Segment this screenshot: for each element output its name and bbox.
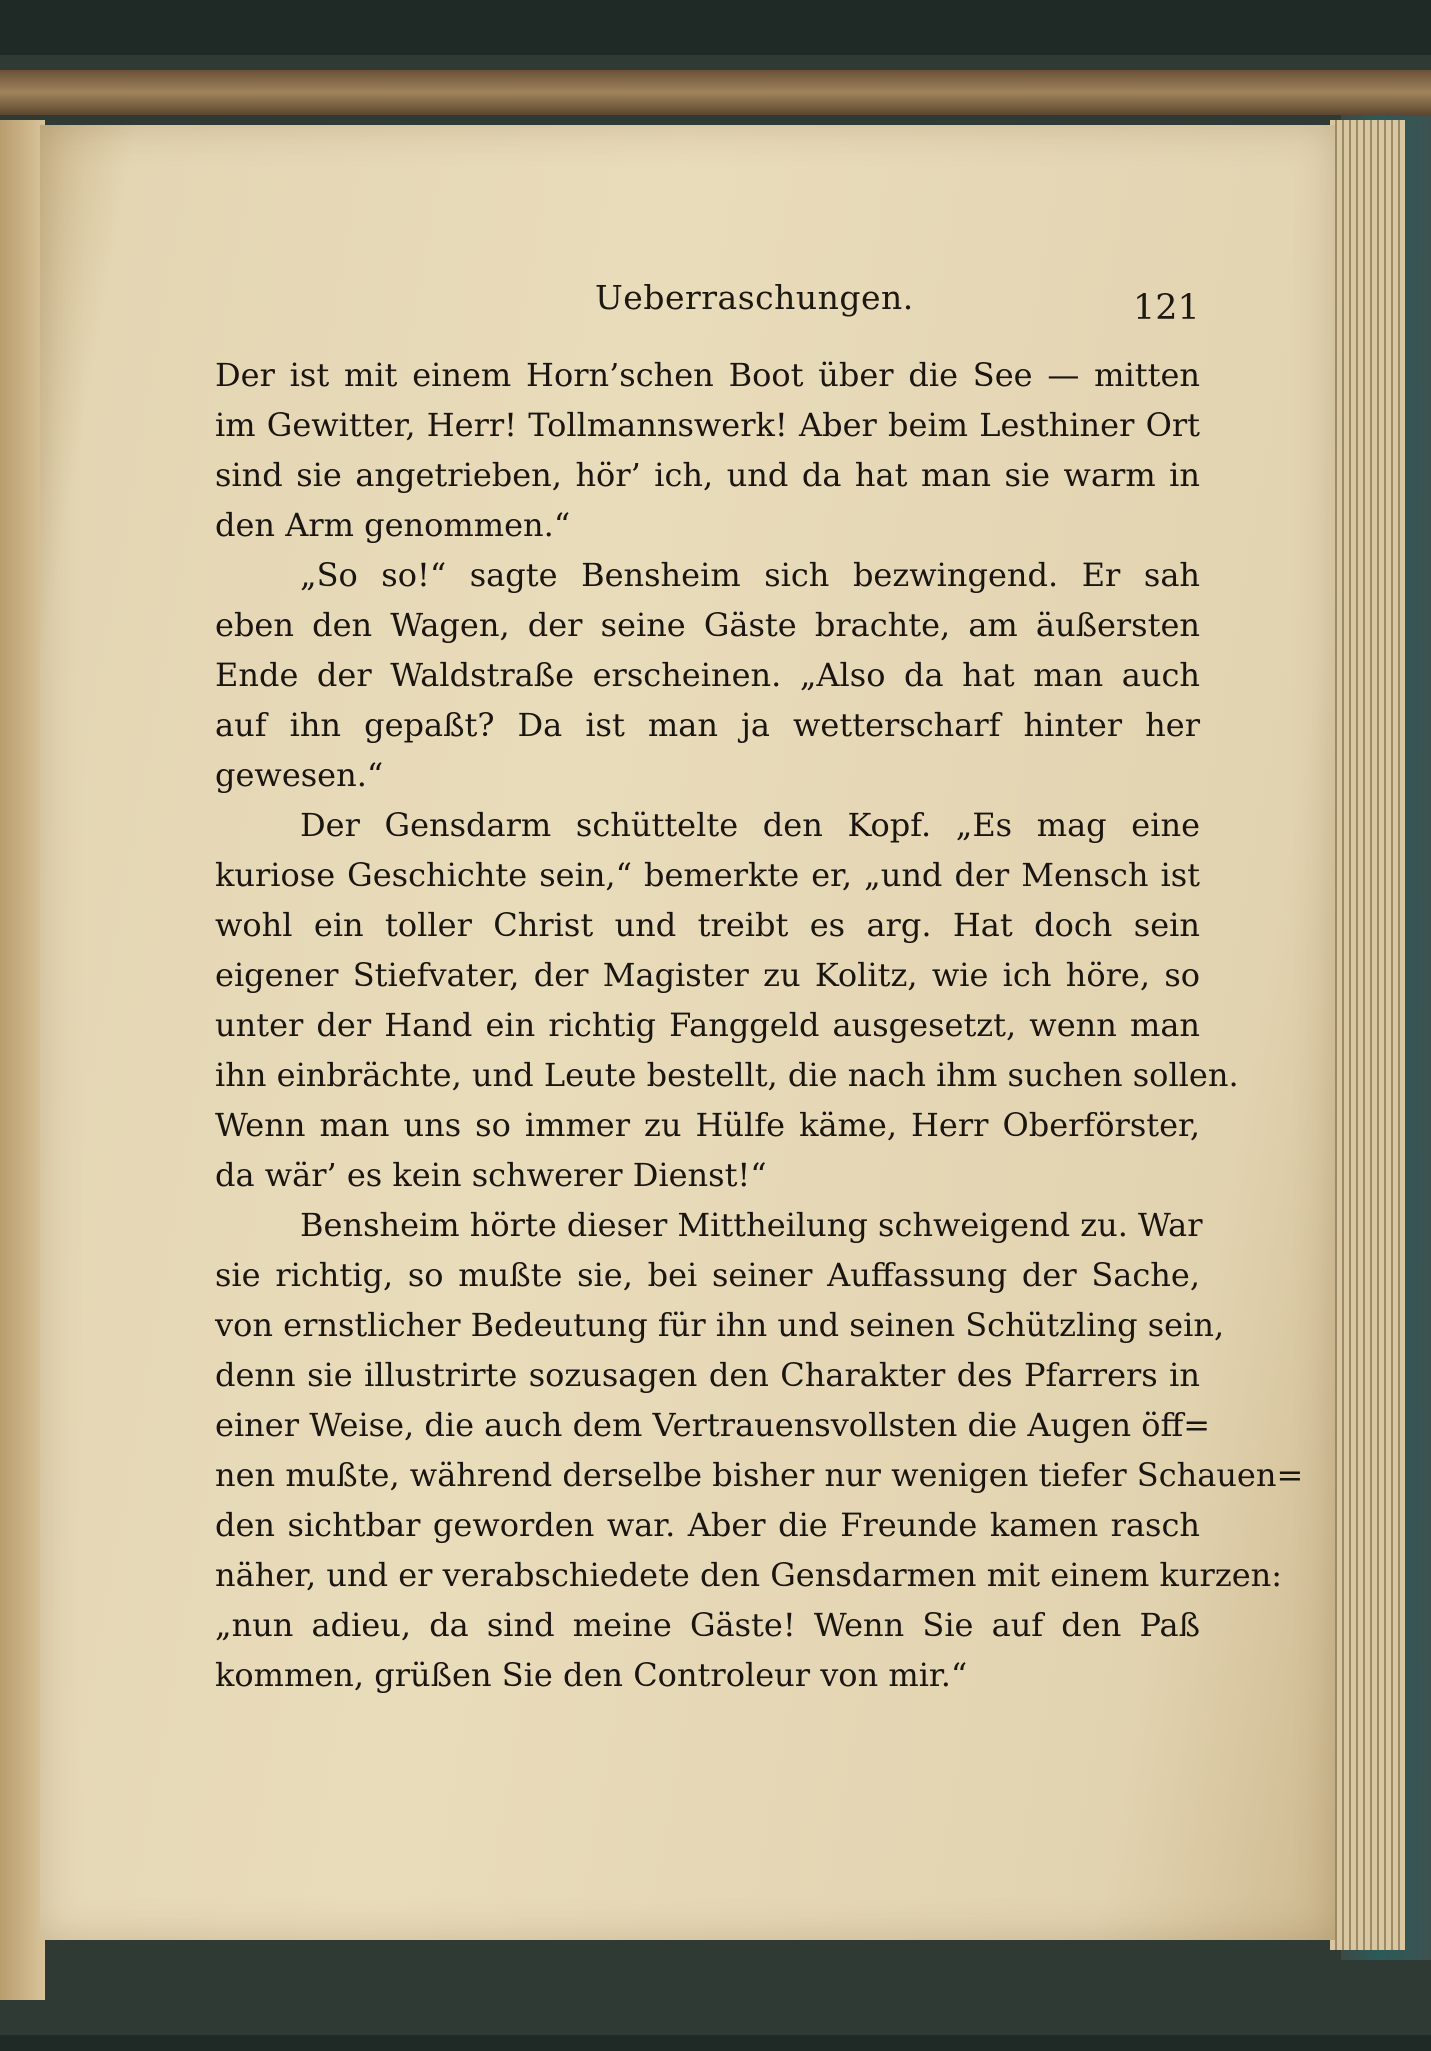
text-line: nen mußte, während derselbe bisher nur wenigen tiefer Schauen= <box>215 1456 1304 1494</box>
text-line: im Gewitter, Herr! Tollmannswerk! Aber beim Lesthiner Ort <box>215 406 1200 444</box>
text-line: kuriose Geschichte sein,“ bemerkte er, „und der Mensch ist <box>215 856 1200 894</box>
text-line: denn sie illustrirte sozusagen den Charakter des Pfarrers in <box>215 1356 1200 1394</box>
text-line: einer Weise, die auch dem Vertrauensvollsten die Augen öff= <box>215 1406 1211 1444</box>
text-line: „So so!“ sagte Bensheim sich bezwingend. Er sah <box>300 556 1200 594</box>
text-line: auf ihn gepaßt? Da ist man ja wetterscharf hinter her <box>215 706 1200 744</box>
text-line: Der ist mit einem Horn’schen Boot über die See — mitten <box>215 356 1200 394</box>
text-line: Bensheim hörte dieser Mittheilung schweigend zu. War <box>300 1206 1203 1244</box>
text-line: „nun adieu, da sind meine Gäste! Wenn Sie auf den Paß <box>215 1606 1200 1644</box>
page-stack <box>1330 120 1405 1950</box>
text-line: Der Gensdarm schüttelte den Kopf. „Es mag eine <box>300 806 1200 844</box>
text-line: kommen, grüßen Sie den Controleur von mir.“ <box>215 1656 968 1694</box>
page-number: 121 <box>1133 288 1200 328</box>
text-line: unter der Hand ein richtig Fanggeld ausgesetzt, wenn man <box>215 1006 1200 1044</box>
text-line: eben den Wagen, der seine Gäste brachte, am äußersten <box>215 606 1200 644</box>
text-line: da wär’ es kein schwerer Dienst!“ <box>215 1156 767 1194</box>
spine-strip <box>0 70 1431 115</box>
text-line: ihn einbrächte, und Leute bestellt, die nach ihm suchen sollen. <box>215 1056 1239 1094</box>
left-page-edge <box>0 120 45 2000</box>
text-line: sie richtig, so mußte sie, bei seiner Auffassung der Sache, <box>215 1256 1200 1294</box>
body-text <box>215 350 1304 1700</box>
text-line: gewesen.“ <box>215 756 384 794</box>
text-line: den sichtbar geworden war. Aber die Freunde kamen rasch <box>215 1506 1200 1544</box>
text-line: wohl ein toller Christ und treibt es arg. Hat doch sein <box>215 906 1200 944</box>
running-head: Ueberraschungen. <box>595 278 914 317</box>
text-line: von ernstlicher Bedeutung für ihn und seinen Schützling sein, <box>215 1306 1225 1344</box>
text-line: Wenn man uns so immer zu Hülfe käme, Herr Oberförster, <box>215 1106 1200 1144</box>
text-line: sind sie angetrieben, hör’ ich, und da hat man sie warm in <box>215 456 1200 494</box>
text-line: Ende der Waldstraße erscheinen. „Also da hat man auch <box>215 656 1200 694</box>
text-line: den Arm genommen.“ <box>215 506 571 544</box>
text-line: eigener Stiefvater, der Magister zu Kolitz, wie ich höre, so <box>215 956 1200 994</box>
text-line: näher, und er verabschiedete den Gensdarmen mit einem kurzen: <box>215 1556 1283 1594</box>
